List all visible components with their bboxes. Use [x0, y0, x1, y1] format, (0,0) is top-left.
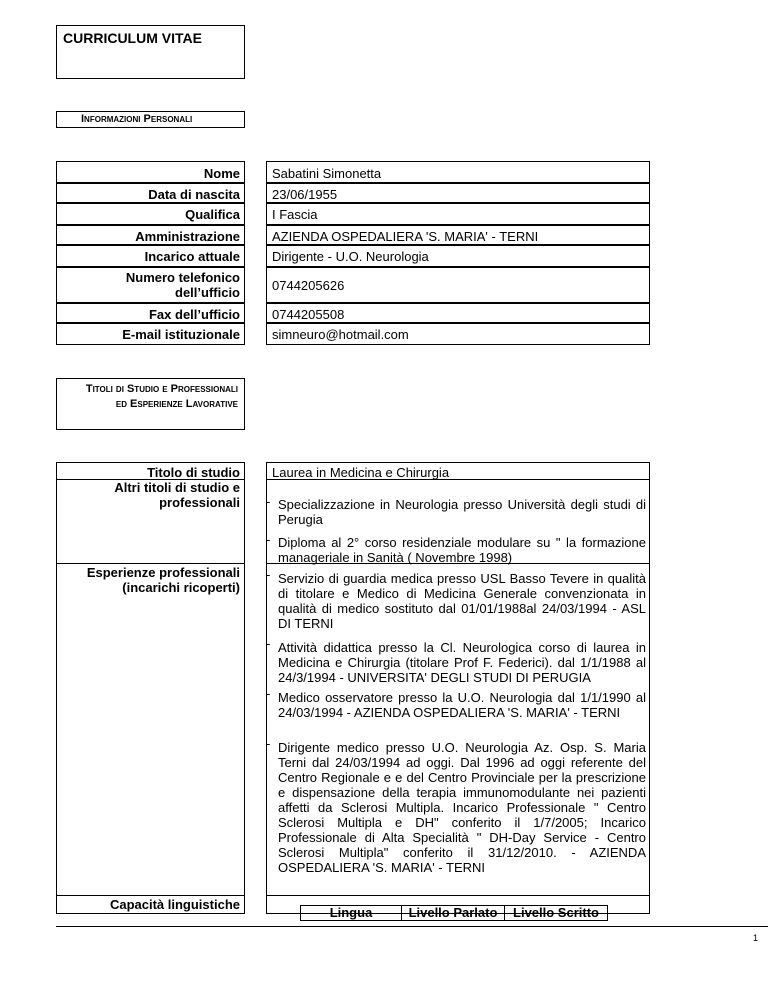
label-fax: Fax dell’ufficio — [56, 303, 245, 323]
list-bullet: - — [266, 686, 271, 701]
divider — [56, 895, 245, 896]
list-bullet: - — [266, 532, 271, 547]
footer-rule — [56, 926, 768, 927]
label-altri-titoli: Altri titoli di studio e professionali — [114, 480, 240, 510]
label-telefono: Numero telefonico dell’ufficio — [56, 267, 245, 303]
cv-title-box — [56, 25, 245, 79]
lang-header-lingua: Lingua — [301, 906, 402, 921]
value-telefono: 0744205626 — [266, 267, 650, 303]
label-qualifica: Qualifica — [56, 203, 245, 225]
section-titles-header — [56, 378, 245, 430]
list-item: Medico osservatore presso la U.O. Neurologia dal 1/1/1990 al 24/03/1994 - AZIENDA OSPEDALIERA 'S. MARIA' - TERNI — [278, 690, 646, 720]
lang-header-scritto: Livello Scritto — [505, 906, 608, 921]
label-incarico-attuale: Incarico attuale — [56, 245, 245, 267]
cv-labels-column — [56, 462, 245, 914]
list-bullet: - — [266, 494, 271, 509]
section-personal-header — [56, 111, 245, 128]
cv-title: CURRICULUM VITAE — [63, 30, 202, 46]
label-data-nascita: Data di nascita — [56, 183, 245, 203]
divider — [266, 895, 650, 896]
value-qualifica: I Fascia — [266, 203, 650, 225]
list-bullet: - — [266, 736, 271, 751]
languages-table — [300, 905, 608, 921]
label-esperienze: Esperienze professionali (incarichi ricoperti) — [86, 565, 240, 595]
list-item: Dirigente medico presso U.O. Neurologia Az. Osp. S. Maria Terni dal 24/03/1994 ad oggi. Dal 1996 ad oggi referente del Centro Regionale e e del Centro Provinciale per la prescrizione e dispensazione della terapia immunomodulante nei pazienti affetti da Sclerosi Multipla. Incarico Professionale " Centro Sclerosi Multipla e DH" conferito il 1/7/2005; Incarico Professionale di Alta Specialità " DH-Day Service - Centro Sclerosi Multipla" conferito il 31/12/2010. - AZIENDA OSPEDALIERA 'S. MARIA' - TERNI — [278, 740, 646, 875]
page-number: 1 — [752, 933, 758, 943]
divider — [56, 479, 245, 480]
divider — [56, 563, 245, 564]
label-capacita-linguistiche: Capacità linguistiche — [109, 897, 240, 912]
value-amministrazione: AZIENDA OSPEDALIERA 'S. MARIA' - TERNI — [266, 225, 650, 245]
label-amministrazione: Amministrazione — [56, 225, 245, 245]
value-email: simneuro@hotmail.com — [266, 323, 650, 345]
list-item: Diploma al 2° corso residenziale modulare su " la formazione manageriale in Sanità ( Novembre 1998) — [278, 535, 646, 565]
label-email: E-mail istituzionale — [56, 323, 245, 345]
list-item: Specializzazione in Neurologia presso Università degli studi di Perugia — [278, 497, 646, 527]
label-titolo-studio: Titolo di studio — [147, 465, 240, 480]
value-fax: 0744205508 — [266, 303, 650, 323]
section-personal-title: Informazioni Personali — [81, 113, 193, 125]
value-nome: Sabatini Simonetta — [266, 161, 650, 183]
value-incarico-attuale: Dirigente - U.O. Neurologia — [266, 245, 650, 267]
list-bullet: - — [266, 567, 271, 582]
list-bullet: - — [266, 636, 271, 651]
label-nome: Nome — [56, 161, 245, 183]
value-titolo-studio: Laurea in Medicina e Chirurgia — [272, 465, 450, 480]
list-item: Servizio di guardia medica presso USL Basso Tevere in qualità di titolare e Medico di Medicina Generale convenzionata in qualità di medico sostituto dal 01/01/1988al 24/03/1994 - ASL DI TERNI — [278, 571, 646, 631]
value-data-nascita: 23/06/1955 — [266, 183, 650, 203]
list-item: Attività didattica presso la Cl. Neurologica corso di laurea in Medicina e Chirurgia (titolare Prof F. Federici). dal 1/1/1988 al 24/3/1994 - UNIVERSITA' DEGLI STUDI DI PERUGIA — [278, 640, 646, 685]
lang-header-parlato: Livello Parlato — [402, 906, 505, 921]
section-titles-title: Titoli di Studio e Professionali ed Esperienze Lavorative — [85, 383, 238, 410]
